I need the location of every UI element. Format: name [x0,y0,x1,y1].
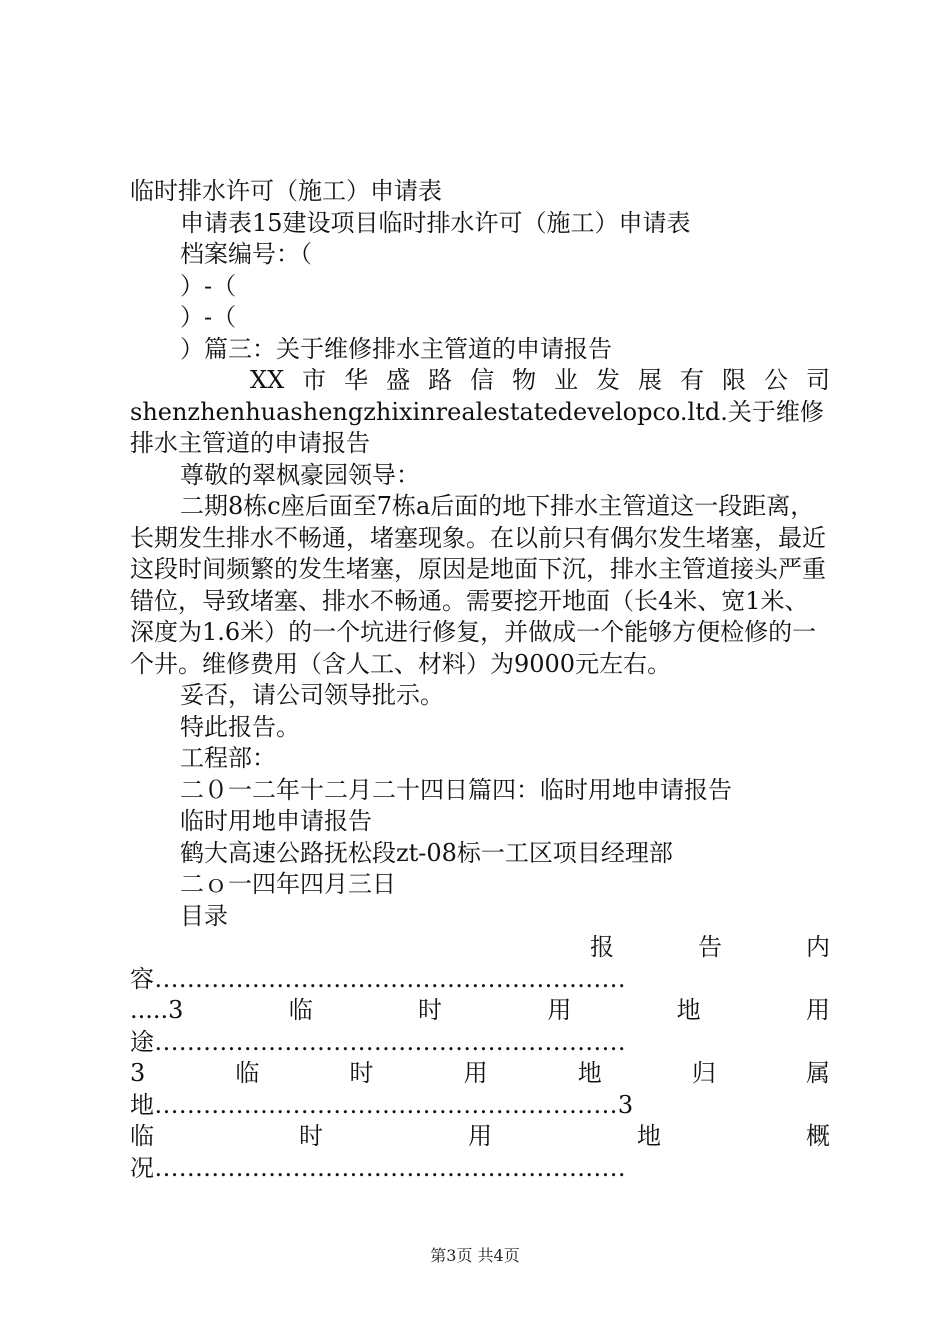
company-name-word-12: 公 [763,366,788,394]
toc-word-b-1: 临 [288,996,313,1024]
toc-row-dots-3: 地.........................................................3 [130,1090,634,1119]
approval-request: 妥否，请公司领导批示。 [180,681,444,709]
toc-word-d-0: 临 [130,1122,154,1150]
salutation: 尊敬的翠枫豪园领导： [180,460,420,489]
archive-number-label: 档案编号：（ [180,240,312,268]
company-name-word-10: 有 [680,366,705,394]
department-signature: 工程部： [180,744,276,772]
company-name-word-3: 盛 [386,366,411,394]
chapter-three-title: ）篇三：关于维修排水主管道的申请报告 [180,334,612,363]
toc-word-b-0: .....3 [130,996,184,1024]
toc-word-d-4: 概 [806,1122,830,1150]
toc-word-a-2: 内 [806,933,830,961]
date-and-chapter-four: 二０一二年十二月二十四日篇四：临时用地申请报告 [180,775,732,804]
form-title: 申请表15建设项目临时排水许可（施工）申请表 [180,208,691,237]
toc-row-dots-4: 况.......................................................... [130,1153,626,1182]
company-name-word-11: 限 [722,366,746,394]
toc-word-c-6: 属 [805,1059,830,1087]
archive-bracket-2: ）-（ [180,303,237,331]
page-footer: 第3页 共4页 [430,1246,520,1265]
toc-word-b-3: 用 [547,996,572,1024]
body-paragraph: 二期8栋c座后面至7栋a后面的地下排水主管道这一段距离，长期发生排水不畅通，堵塞现象。在以前只有偶尔发生堵塞，最近这段时间频繁的发生堵塞，原因是地面下沉，排水主管道接头严重错位，导致堵塞、排水不畅通。需要挖开地面（长4米、宽1米、深度为1.6米）的一个坑进行修复，并做成一个能够方便检修的一个井。维修费用（含人工、材料）为9000元左右。 [130,492,826,678]
report-date: 二ｏ一四年四月三日 [180,870,396,898]
toc-row-report-content [130,932,830,964]
toc-word-c-1: 临 [235,1059,260,1087]
archive-bracket-1: ）-（ [180,271,237,300]
company-name-word-13: 司 [805,366,830,394]
document-heading: 临时排水许可（施工）申请表 [130,177,442,205]
project-department: 鹤大高速公路抚松段zt-08标一工区项目经理部 [180,838,673,867]
company-name-word-4: 路 [428,366,453,394]
toc-row-land-use [130,995,830,1027]
document-body [130,176,830,1184]
company-english-name: shenzhenhuashengzhixinrealestatedevelopco.ltd.关于维修 [130,397,824,426]
company-name-word-6: 物 [512,366,537,394]
company-name-word-9: 展 [638,366,663,394]
toc-word-c-0: 3 [130,1059,146,1087]
report-title-continued: 排水主管道的申请报告 [130,429,370,457]
toc-word-c-2: 时 [349,1059,374,1087]
toc-word-b-4: 地 [676,996,701,1024]
toc-row-dots-1: 容.......................................................... [130,964,626,993]
company-name-word-8: 发 [596,366,621,394]
toc-row-dots-2: 途.......................................................... [130,1027,626,1056]
temp-land-report-title: 临时用地申请报告 [180,807,372,835]
company-name-word-1: 市 [302,366,327,394]
company-name-word-0: XX [250,366,285,394]
toc-word-c-3: 用 [463,1059,488,1087]
toc-word-d-3: 地 [637,1122,661,1150]
company-name-word-5: 信 [470,366,495,394]
toc-row-land-overview [130,1121,830,1153]
company-name-word-7: 业 [554,366,579,394]
toc-word-d-2: 用 [468,1122,492,1150]
company-name-word-2: 华 [344,366,369,394]
toc-word-a-0: 报 [590,933,614,961]
company-name-line [130,365,830,397]
closing-remark: 特此报告。 [180,712,300,741]
toc-word-a-1: 告 [698,933,722,961]
toc-word-b-2: 时 [418,996,443,1024]
toc-word-c-4: 地 [577,1059,602,1087]
toc-word-d-1: 时 [299,1122,323,1150]
toc-word-b-5: 用 [805,996,830,1024]
toc-word-c-5: 归 [691,1059,716,1087]
toc-row-land-ownership [130,1058,830,1090]
toc-heading: 目录 [180,901,228,930]
